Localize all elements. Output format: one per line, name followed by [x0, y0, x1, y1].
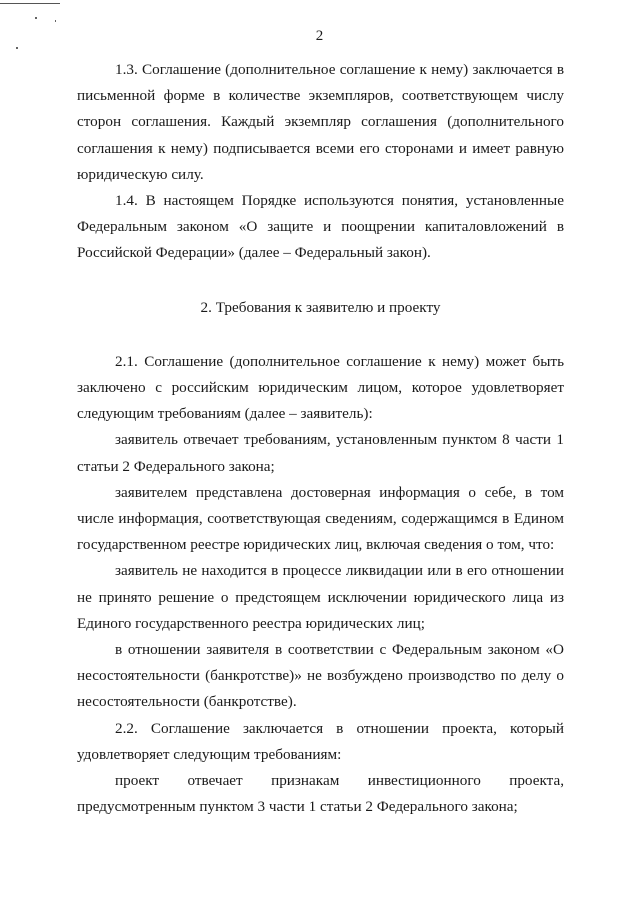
- paragraph-2-2-requirement-a: проект отвечает признакам инвестиционного проекта, предусмотренным пунктом 3 части 1 статьи 2 Федерального закона;: [77, 772, 564, 816]
- paragraph-2-2: 2.2. Соглашение заключается в отношении проекта, который удовлетворяет следующим требованиям:: [77, 719, 564, 763]
- paragraph-1-3: 1.3. Соглашение (дополнительное соглашение к нему) заключается в письменной форме в количестве экземпляров, соответствующем числу сторон соглашения. Каждый экземпляр соглашения (дополнительного соглашения к нему) подписывается всеми его сторонами и имеет равную юридическую силу.: [77, 61, 564, 183]
- spacer: [77, 321, 564, 349]
- page-number: 2: [315, 28, 324, 44]
- scan-artifact-line: [0, 3, 60, 4]
- document-body: [77, 57, 564, 820]
- scan-speck: [16, 47, 18, 49]
- section-heading-2: 2. Требования к заявителю и проекту: [200, 298, 441, 316]
- paragraph-2-1-requirement-c: заявитель не находится в процессе ликвидации или в его отношении не принято решение о предстоящем исключении юридического лица из Единого государственного реестра юридических лиц;: [77, 562, 564, 632]
- paragraph-1-4: 1.4. В настоящем Порядке используются понятия, установленные Федеральным законом «О защите и поощрении капиталовложений в Российской Федерации» (далее – Федеральный закон).: [77, 192, 564, 262]
- paragraph-2-1: 2.1. Соглашение (дополнительное соглашение к нему) может быть заключено с российским юридическим лицом, которое удовлетворяет следующим требованиям (далее – заявитель):: [77, 352, 564, 423]
- paragraph-2-1-requirement-b: заявителем представлена достоверная информация о себе, в том числе информация, соответствующая сведениям, содержащимся в Едином государственном реестре юридических лиц, включая сведения о том, что:: [77, 483, 564, 554]
- spacer: [77, 267, 564, 295]
- paragraph-2-1-requirement-d: в отношении заявителя в соответствии с Федеральным законом «О несостоятельности (банкротстве)» не возбуждено производство по делу о несостоятельности (банкротстве).: [77, 641, 564, 711]
- paragraph-2-1-requirement-a: заявитель отвечает требованиям, установленным пунктом 8 части 1 статьи 2 Федерального закона;: [77, 431, 564, 475]
- scan-speck: [55, 20, 56, 22]
- scan-speck: [35, 17, 37, 19]
